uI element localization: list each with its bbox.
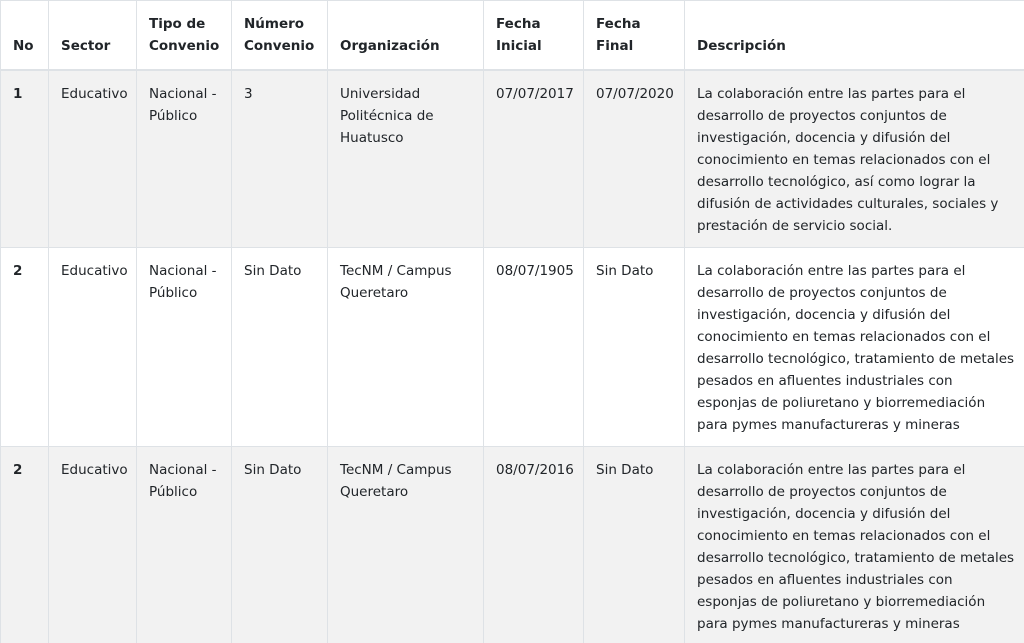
table-row <box>1 248 1024 447</box>
cell-fecha-inicial: 08/07/1905 <box>484 248 584 447</box>
cell-fecha-final: 07/07/2020 <box>584 70 685 248</box>
header-fecha-final: Fecha Final <box>584 1 685 71</box>
cell-organizacion: Universidad Politécnica de Huatusco <box>328 70 484 248</box>
table-header <box>1 1 1024 71</box>
cell-no: 1 <box>1 70 49 248</box>
cell-descripcion: La colaboración entre las partes para el desarrollo de proyectos conjuntos de investigación, docencia y difusión del conocimiento en temas relacionados con el desarrollo tecnológico, tratamiento de metales pesados en afluentes industriales con esponjas de poliuretano y biorremediación para pymes manufactureras y mineras <box>685 447 1024 643</box>
cell-descripcion: La colaboración entre las partes para el desarrollo de proyectos conjuntos de investigación, docencia y difusión del conocimiento en temas relacionados con el desarrollo tecnológico, tratamiento de metales pesados en afluentes industriales con esponjas de poliuretano y biorremediación para pymes manufactureras y mineras <box>685 248 1024 447</box>
cell-no: 2 <box>1 248 49 447</box>
cell-fecha-inicial: 07/07/2017 <box>484 70 584 248</box>
header-sector: Sector <box>49 1 137 71</box>
cell-fecha-final: Sin Dato <box>584 248 685 447</box>
header-row <box>1 1 1024 71</box>
cell-sector: Educativo <box>49 70 137 248</box>
table-row <box>1 70 1024 248</box>
cell-fecha-final: Sin Dato <box>584 447 685 643</box>
cell-sector: Educativo <box>49 447 137 643</box>
cell-sector: Educativo <box>49 248 137 447</box>
cell-organizacion: TecNM / Campus Queretaro <box>328 447 484 643</box>
cell-numero-convenio: Sin Dato <box>232 248 328 447</box>
header-organizacion: Organización <box>328 1 484 71</box>
header-tipo-convenio: Tipo de Convenio <box>137 1 232 71</box>
cell-fecha-inicial: 08/07/2016 <box>484 447 584 643</box>
header-no: No <box>1 1 49 71</box>
cell-no: 2 <box>1 447 49 643</box>
cell-numero-convenio: Sin Dato <box>232 447 328 643</box>
table-row <box>1 447 1024 643</box>
header-numero-convenio: Número Convenio <box>232 1 328 71</box>
cell-tipo-convenio: Nacional - Público <box>137 248 232 447</box>
cell-organizacion: TecNM / Campus Queretaro <box>328 248 484 447</box>
cell-descripcion: La colaboración entre las partes para el desarrollo de proyectos conjuntos de investigación, docencia y difusión del conocimiento en temas relacionados con el desarrollo tecnológico, así como lograr la difusión de actividades culturales, sociales y prestación de servicio social. <box>685 70 1024 248</box>
header-descripcion: Descripción <box>685 1 1024 71</box>
cell-tipo-convenio: Nacional - Público <box>137 447 232 643</box>
table-body <box>1 70 1024 643</box>
header-fecha-inicial: Fecha Inicial <box>484 1 584 71</box>
cell-tipo-convenio: Nacional - Público <box>137 70 232 248</box>
cell-numero-convenio: 3 <box>232 70 328 248</box>
